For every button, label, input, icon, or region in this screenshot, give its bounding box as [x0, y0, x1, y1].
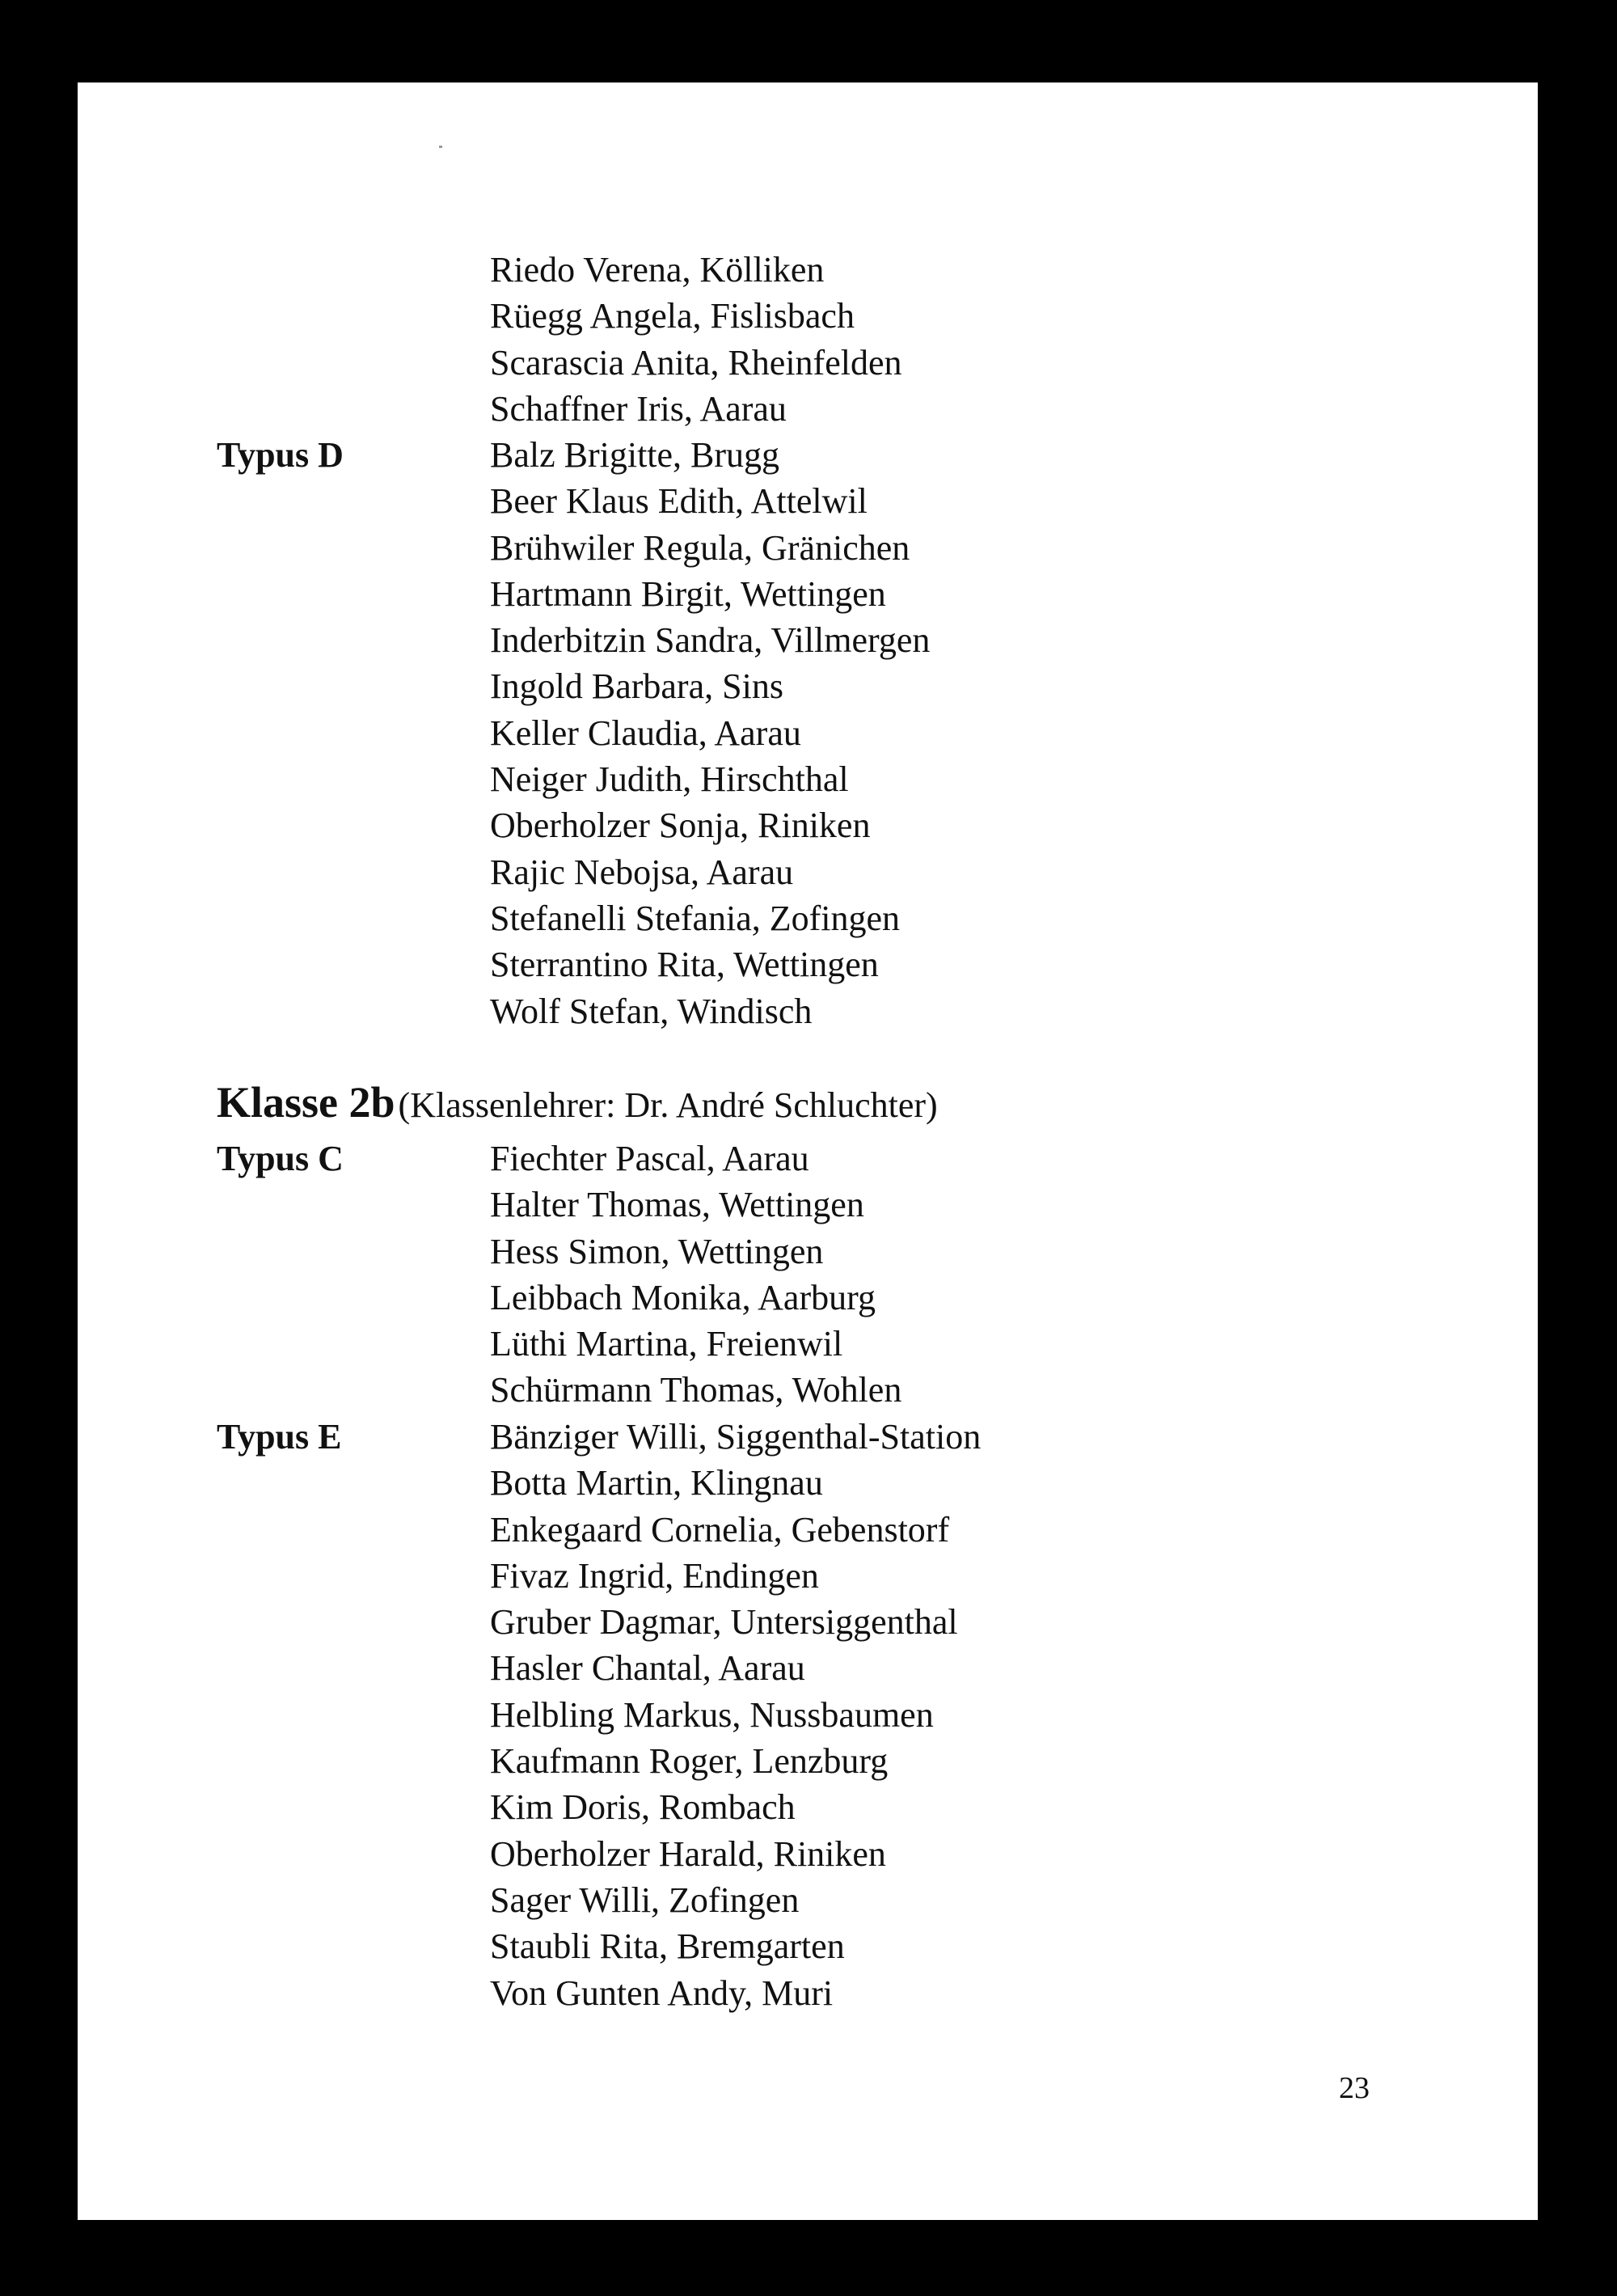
list-item: Helbling Markus, Nussbaumen — [490, 1694, 934, 1735]
list-item: Enkegaard Cornelia, Gebenstorf — [490, 1509, 950, 1550]
list-item: Von Gunten Andy, Muri — [490, 1973, 834, 2013]
list-item: Oberholzer Harald, Riniken — [490, 1833, 886, 1874]
list-item: Hartmann Birgit, Wettingen — [490, 573, 886, 614]
list-item: Bänziger Willi, Siggenthal-Station — [490, 1417, 982, 1457]
name-list-typus-d — [490, 432, 930, 1034]
list-item: Inderbitzin Sandra, Villmergen — [490, 620, 931, 661]
class-teacher: (Klassenlehrer: Dr. André Schluchter) — [398, 1085, 938, 1125]
list-item: Sterrantino Rita, Wettingen — [490, 945, 879, 985]
list-item: Hasler Chantal, Aarau — [490, 1648, 805, 1689]
list-item: Neiger Judith, Hirschthal — [490, 759, 849, 800]
list-item: Scarascia Anita, Rheinfelden — [490, 342, 902, 383]
list-item: Rajic Nebojsa, Aarau — [490, 852, 794, 892]
list-item: Keller Claudia, Aarau — [490, 712, 801, 753]
list-item: Lüthi Martina, Freienwil — [490, 1324, 843, 1364]
list-item: Ingold Barbara, Sins — [490, 666, 783, 707]
list-item: Schaffner Iris, Aarau — [490, 388, 787, 429]
list-item: Halter Thomas, Wettingen — [490, 1185, 864, 1225]
list-item: Sager Willi, Zofingen — [490, 1880, 800, 1920]
list-item: Riedo Verena, Kölliken — [490, 250, 825, 290]
class-title: Klasse 2b — [217, 1078, 395, 1127]
list-item: Kim Doris, Rombach — [490, 1787, 796, 1828]
list-item: Balz Brigitte, Brugg — [490, 435, 780, 475]
list-item: Wolf Stefan, Windisch — [490, 991, 813, 1031]
list-item: Oberholzer Sonja, Riniken — [490, 806, 871, 846]
class-heading — [217, 1078, 938, 1138]
list-item: Hess Simon, Wettingen — [490, 1231, 824, 1271]
list-item: Leibbach Monika, Aarburg — [490, 1277, 876, 1317]
name-list-typus-d-continued — [490, 247, 901, 432]
list-item: Beer Klaus Edith, Attelwil — [490, 481, 868, 522]
list-item: Botta Martin, Klingnau — [490, 1463, 823, 1503]
list-item: Stefanelli Stefania, Zofingen — [490, 898, 901, 938]
list-item: Kaufmann Roger, Lenzburg — [490, 1741, 889, 1782]
typus-c-label: Typus C — [217, 1139, 344, 1178]
typus-e-label: Typus E — [217, 1417, 342, 1457]
list-item: Brühwiler Regula, Gränichen — [490, 527, 910, 568]
scan-speck — [439, 146, 442, 148]
list-item: Staubli Rita, Bremgarten — [490, 1926, 845, 1967]
list-item: Gruber Dagmar, Untersiggenthal — [490, 1602, 958, 1643]
name-list-typus-c — [490, 1135, 901, 1414]
typus-d-label: Typus D — [217, 435, 344, 475]
page-number: 23 — [1339, 2071, 1370, 2105]
list-item: Schürmann Thomas, Wohlen — [490, 1370, 902, 1410]
name-list-typus-e — [490, 1414, 981, 2016]
list-item: Rüegg Angela, Fislisbach — [490, 296, 855, 336]
list-item: Fivaz Ingrid, Endingen — [490, 1555, 819, 1596]
list-item: Fiechter Pascal, Aarau — [490, 1139, 809, 1178]
